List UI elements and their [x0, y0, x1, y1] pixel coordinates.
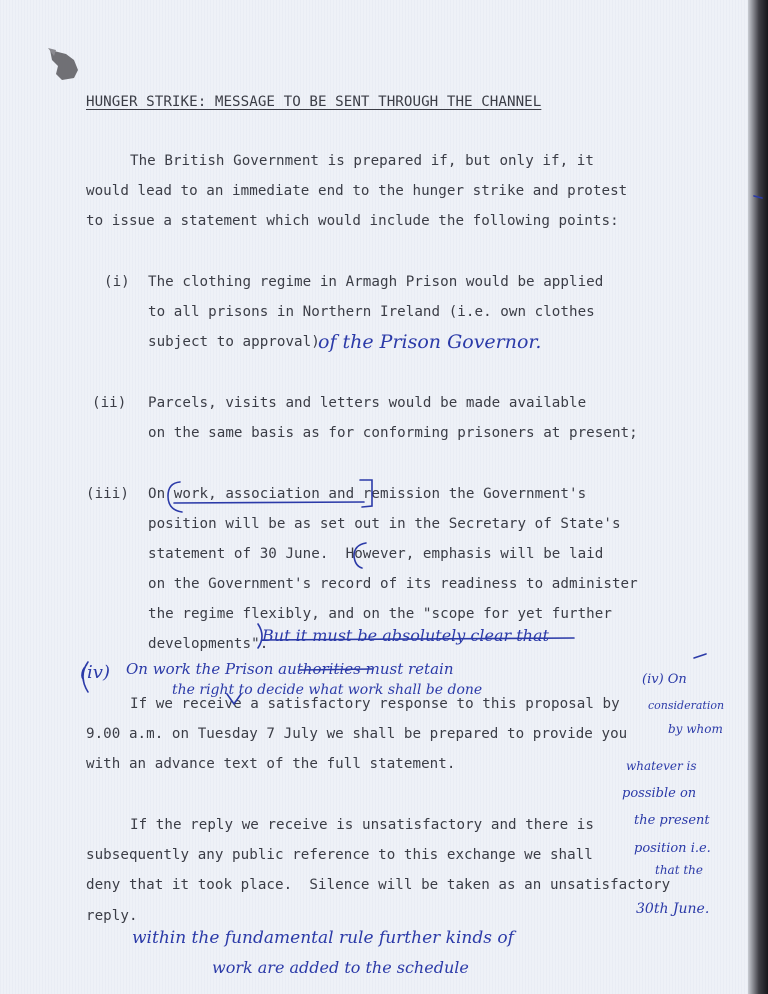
margin-note-3: whatever is	[626, 759, 697, 773]
item-iii-line-1: On work, association and remission the Government's	[148, 486, 587, 502]
item-iii-number: (iii)	[86, 486, 129, 502]
handwritten-item-iv-line-1: On work the Prison authorities must retain	[126, 660, 454, 678]
para3-line-4: reply.	[86, 908, 138, 924]
handwritten-item-iv-line-2: the right to decide what work shall be done	[172, 682, 483, 698]
handwritten-approval-addition: of the Prison Governor.	[318, 331, 542, 353]
item-ii-line-1: Parcels, visits and letters would be made available	[148, 395, 587, 411]
handwritten-item-iv-number: (iv)	[80, 662, 110, 683]
item-iii-line-5: the regime flexibly, and on the "scope for yet further	[148, 606, 612, 622]
item-ii-number: (ii)	[92, 395, 127, 411]
item-i-number: (i)	[104, 274, 130, 290]
item-i-line-2: to all prisons in Northern Ireland (i.e. own clothes	[148, 304, 595, 320]
margin-note-4: possible on	[622, 786, 697, 801]
para2-line-1: If we receive a satisfactory response to this proposal by	[130, 696, 620, 712]
margin-note-8: 30th June.	[636, 901, 710, 917]
para3-line-1: If the reply we receive is unsatisfactory and there is	[130, 817, 594, 833]
margin-note-1: consideration	[648, 699, 725, 712]
margin-note-2: by whom	[668, 722, 723, 736]
para3-line-2: subsequently any public reference to this exchange we shall	[86, 847, 593, 863]
item-iii-line-3: statement of 30 June. However, emphasis will be laid	[148, 546, 604, 562]
intro-line-3: to issue a statement which would include the following points:	[86, 213, 619, 229]
staple-mark-icon	[44, 46, 84, 82]
para2-line-3: with an advance text of the full statement.	[86, 756, 456, 772]
item-i-line-3: subject to approval)	[148, 334, 320, 350]
document-title: HUNGER STRIKE: MESSAGE TO BE SENT THROUGH THE CHANNEL	[86, 94, 542, 110]
item-ii-line-2: on the same basis as for conforming prisoners at present;	[148, 425, 638, 441]
margin-note-5: the present	[634, 813, 710, 828]
item-iii-line-2: position will be as set out in the Secretary of State's	[148, 516, 621, 532]
handwritten-struck-text: But it must be absolutely clear that	[262, 626, 549, 645]
item-i-line-1: The clothing regime in Armagh Prison would be applied	[148, 274, 604, 290]
margin-note-7: that the	[655, 863, 703, 877]
handwritten-item-iv-ref: (iv) On	[642, 672, 687, 687]
bottom-handwritten-line-2: work are added to the schedule	[212, 958, 469, 977]
para2-line-2: 9.00 a.m. on Tuesday 7 July we shall be prepared to provide you	[86, 726, 628, 742]
margin-note-6: position i.e.	[634, 841, 711, 856]
bottom-handwritten-line-1: within the fundamental rule further kinds of	[132, 928, 514, 948]
item-iii-line-6: developments".	[148, 636, 269, 652]
intro-line-2: would lead to an immediate end to the hunger strike and protest	[86, 183, 628, 199]
page-edge-shadow	[748, 0, 768, 994]
item-iii-line-4: on the Government's record of its readiness to administer	[148, 576, 638, 592]
intro-line-1: The British Government is prepared if, but only if, it	[130, 153, 594, 169]
para3-line-3: deny that it took place. Silence will be taken as an unsatisfactory	[86, 877, 671, 893]
